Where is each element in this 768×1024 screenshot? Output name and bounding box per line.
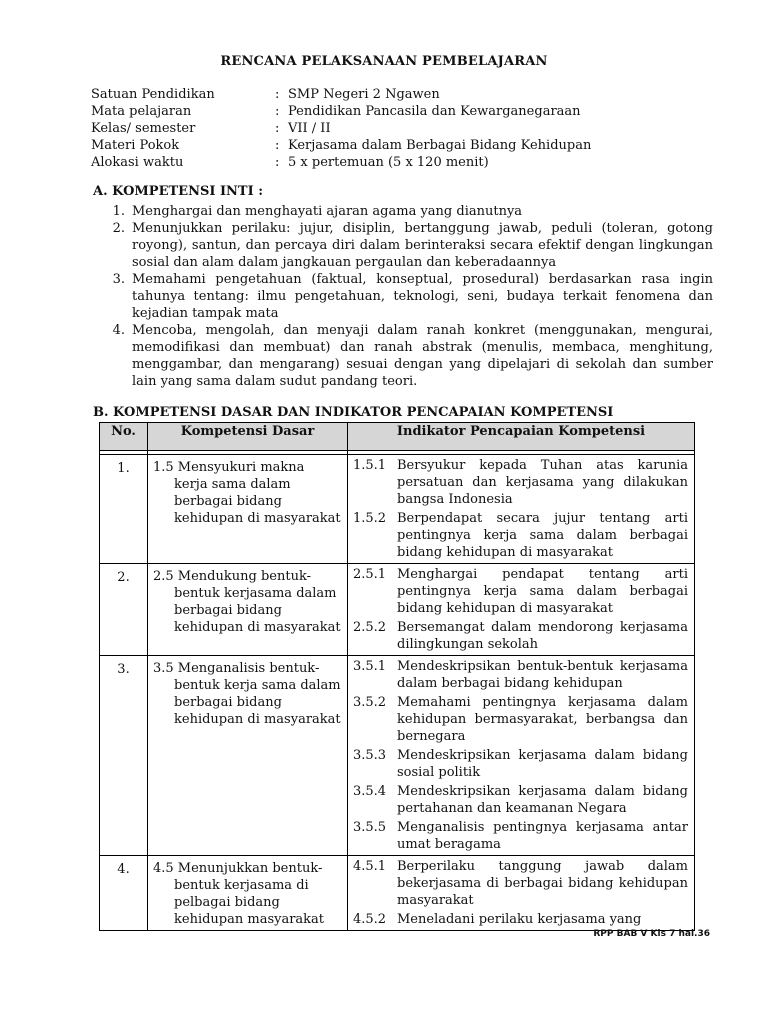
indikator-cell <box>348 455 695 564</box>
document-title: RENCANA PELAKSANAAN PEMBELAJARAN <box>220 54 548 69</box>
kompetensi-dasar-cell <box>148 856 348 931</box>
list-number: 4. <box>112 323 125 338</box>
identity-value: 5 x pertemuan (5 x 120 menit) <box>288 155 489 170</box>
kompetensi-dasar-lead: 2.5 Mendukung bentuk- <box>153 569 311 584</box>
kompetensi-dasar-heading: B. KOMPETENSI DASAR DAN INDIKATOR PENCAPAIAN KOMPETENSI <box>93 405 614 420</box>
indikator-cell <box>348 856 695 931</box>
list-text: Mencoba, mengolah, dan menyaji dalam ranah konkret (menggunakan, mengurai, memodifikasi dan membuat) dan ranah abstrak (menulis, membaca, menghitung, menggambar, dan mengarang) sesuai dengan yang dipelajari di sekolah dan sumber lain yang sama dalam sudut pandang teori. <box>132 323 713 389</box>
kompetensi-dasar-cell <box>148 656 348 856</box>
identity-colon: : <box>275 87 280 102</box>
indikator-text: Berperilaku tanggung jawab dalam bekerjasama di berbagai bidang kehidupan masyarakat <box>397 859 688 908</box>
kompetensi-inti-heading: A. KOMPETENSI INTI : <box>93 184 263 199</box>
identity-colon: : <box>275 104 280 119</box>
table-row <box>100 856 695 931</box>
indikator-number: 3.5.2 <box>353 695 387 710</box>
kompetensi-dasar-text: bentuk kerjasama dalam berbagai bidang kehidupan di masyarakat <box>174 586 341 635</box>
indikator-text: Mendeskripsikan kerjasama dalam bidang sosial politik <box>397 748 688 780</box>
indikator-item <box>353 457 688 508</box>
identity-colon: : <box>275 121 280 136</box>
list-text: Memahami pengetahuan (faktual, konseptual, prosedural) berdasarkan rasa ingin tahunya tentang: ilmu pengetahuan, teknologi, seni, budaya terkait fenomena dan kejadian tampak mata <box>132 272 713 321</box>
identity-row <box>91 103 591 120</box>
indikator-item <box>353 747 688 781</box>
list-number: 1. <box>112 204 125 219</box>
indikator-item <box>353 819 688 853</box>
list-number: 3. <box>112 272 125 287</box>
identity-label: Alokasi waktu <box>91 155 184 170</box>
kompetensi-dasar-lead: 3.5 Menganalisis bentuk- <box>153 661 320 676</box>
indikator-item <box>353 783 688 817</box>
indikator-number: 2.5.2 <box>353 620 387 635</box>
indikator-item <box>353 858 688 909</box>
indikator-text: Menganalisis pentingnya kerjasama antar umat beragama <box>397 820 688 852</box>
kompetensi-inti-list <box>93 203 713 390</box>
row-number: 1. <box>100 455 148 564</box>
kompetensi-inti-item <box>93 322 713 390</box>
table-row <box>100 656 695 856</box>
indikator-number: 1.5.1 <box>353 458 387 473</box>
indikator-text: Bersyukur kepada Tuhan atas karunia persatuan dan kerjasama yang dilakukan bangsa Indonesia <box>397 458 688 507</box>
kompetensi-inti-section <box>93 184 713 390</box>
indikator-cell <box>348 656 695 856</box>
kompetensi-inti-item <box>93 220 713 271</box>
indikator-item <box>353 658 688 692</box>
indikator-item <box>353 619 688 653</box>
indikator-number: 3.5.4 <box>353 784 387 799</box>
indikator-number: 4.5.1 <box>353 859 387 874</box>
identity-value: Kerjasama dalam Berbagai Bidang Kehidupan <box>288 138 592 153</box>
column-header-kompetensi-dasar: Kompetensi Dasar <box>148 423 348 451</box>
list-text: Menunjukkan perilaku: jujur, disiplin, bertanggung jawab, peduli (toleran, gotong royong), santun, dan percaya diri dalam berinteraksi secara efektif dengan lingkungan sosial dan alam dalam jangkauan pergaulan dan keberadaannya <box>132 221 713 270</box>
row-number: 4. <box>100 856 148 931</box>
column-header-no: No. <box>100 423 148 451</box>
identity-value: SMP Negeri 2 Ngawen <box>288 87 440 102</box>
indikator-item <box>353 566 688 617</box>
kompetensi-dasar-lead: 4.5 Menunjukkan bentuk- <box>153 861 323 876</box>
kompetensi-dasar-text: bentuk kerja sama dalam berbagai bidang kehidupan di masyarakat <box>174 678 341 727</box>
row-number: 3. <box>100 656 148 856</box>
identity-colon: : <box>275 155 280 170</box>
indikator-text: Mendeskripsikan bentuk-bentuk kerjasama dalam berbagai bidang kehidupan <box>397 659 688 691</box>
kompetensi-dasar-cell <box>148 455 348 564</box>
identity-label: Kelas/ semester <box>91 121 196 136</box>
identity-value: VII / II <box>288 121 331 136</box>
indikator-item <box>353 694 688 745</box>
indikator-text: Berpendapat secara jujur tentang arti pentingnya kerja sama dalam berbagai bidang kehidupan di masyarakat <box>397 511 688 560</box>
kompetensi-dasar-text: kerja sama dalam berbagai bidang kehidupan di masyarakat <box>174 477 341 526</box>
kompetensi-inti-item <box>93 203 713 220</box>
identity-label: Mata pelajaran <box>91 104 192 119</box>
kompetensi-dasar-table <box>99 422 695 931</box>
indikator-number: 3.5.5 <box>353 820 387 835</box>
identity-label: Materi Pokok <box>91 138 180 153</box>
indikator-number: 3.5.3 <box>353 748 387 763</box>
identity-block <box>91 86 591 171</box>
identity-colon: : <box>275 138 280 153</box>
indikator-number: 2.5.1 <box>353 567 387 582</box>
table-row <box>100 455 695 564</box>
identity-row <box>91 120 591 137</box>
identity-row <box>91 137 591 154</box>
kompetensi-dasar-cell <box>148 564 348 656</box>
indikator-text: Mendeskripsikan kerjasama dalam bidang pertahanan dan keamanan Negara <box>397 784 688 816</box>
indikator-text: Menghargai pendapat tentang arti pentingnya kerja sama dalam berbagai bidang kehidupan di masyarakat <box>397 567 688 616</box>
list-number: 2. <box>112 221 125 236</box>
indikator-item <box>353 911 688 928</box>
indikator-number: 3.5.1 <box>353 659 387 674</box>
kompetensi-dasar-lead: 1.5 Mensyukuri makna <box>153 460 305 475</box>
indikator-number: 1.5.2 <box>353 511 387 526</box>
indikator-number: 4.5.2 <box>353 912 387 927</box>
identity-label: Satuan Pendidikan <box>91 87 215 102</box>
indikator-text: Bersemangat dalam mendorong kerjasama dilingkungan sekolah <box>397 620 688 652</box>
indikator-item <box>353 510 688 561</box>
page-footer: RPP BAB V Kls 7 hal.36 <box>593 929 710 939</box>
kompetensi-inti-item <box>93 271 713 322</box>
table-row <box>100 564 695 656</box>
row-number: 2. <box>100 564 148 656</box>
indikator-cell <box>348 564 695 656</box>
indikator-text: Meneladani perilaku kerjasama yang <box>397 912 642 927</box>
identity-value: Pendidikan Pancasila dan Kewarganegaraan <box>288 104 581 119</box>
column-header-indikator: Indikator Pencapaian Kompetensi <box>348 423 695 451</box>
list-text: Menghargai dan menghayati ajaran agama yang dianutnya <box>132 204 523 219</box>
indikator-text: Memahami pentingnya kerjasama dalam kehidupan bermasyarakat, berbangsa dan bernegara <box>397 695 688 744</box>
kompetensi-dasar-text: bentuk kerjasama di pelbagai bidang kehidupan masyarakat <box>174 878 325 927</box>
identity-row <box>91 154 591 171</box>
table-header-row <box>100 423 695 451</box>
identity-row <box>91 86 591 103</box>
